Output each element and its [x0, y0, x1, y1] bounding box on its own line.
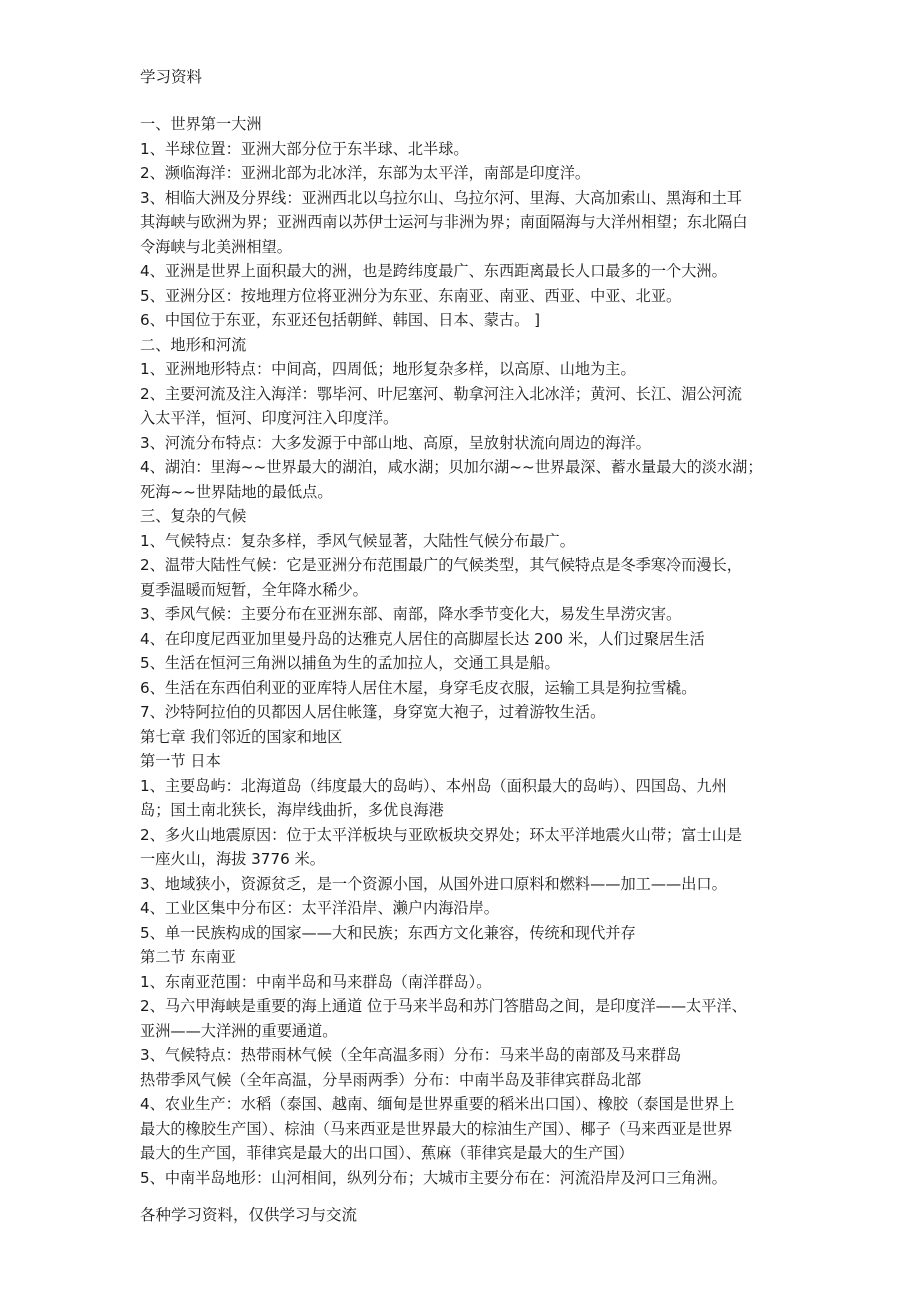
- text-line: 4、工业区集中分布区：太平洋沿岸、濑户内海沿岸。: [140, 899, 499, 917]
- text-line: 6、生活在东西伯利亚的亚库特人居住木屋，身穿毛皮衣服，运输工具是狗拉雪橇。: [140, 678, 697, 697]
- text-line: 其海峡与欧洲为界；亚洲西南以苏伊士运河与非洲为界；南面隔海与大洋州相望；东北隔白: [140, 213, 748, 231]
- text-line: 2、马六甲海峡是重要的海上通道 位于马来半岛和苏门答腊岛之间，是印度洋——太平洋、: [140, 997, 747, 1015]
- text-line: 5、单一民族构成的国家——大和民族；东西方文化兼容，传统和现代并存: [140, 923, 636, 942]
- text-line: 4、湖泊：里海~~世界最大的湖泊，咸水湖；贝加尔湖~~世界最深、蓄水量最大的淡水湖；: [140, 458, 763, 476]
- text-line: 1、东南亚范围：中南半岛和马来群岛（南洋群岛）。: [140, 972, 492, 991]
- text-line: 三、复杂的气候: [140, 507, 247, 525]
- text-line: 热带季风气候（全年高温，分旱雨两季）分布：中南半岛及菲律宾群岛北部: [140, 1070, 642, 1089]
- text-line: 夏季温暖而短暂，全年降水稀少。: [140, 580, 368, 599]
- text-line: 1、气候特点：复杂多样，季风气候显著，大陆性气候分布最广。: [140, 531, 575, 550]
- text-line: 7、沙特阿拉伯的贝都因人居住帐篷，身穿宽大袍子，过着游牧生活。: [140, 703, 606, 721]
- text-line: 3、地域狭小，资源贫乏，是一个资源小国，从国外进口原料和燃料——加工——出口。: [140, 874, 727, 893]
- text-line: 1、主要岛屿：北海道岛（纬度最大的岛屿）、本州岛（面积最大的岛屿）、四国岛、九州: [140, 776, 727, 795]
- text-line: 一、世界第一大洲: [140, 115, 262, 133]
- text-line: 3、相临大洲及分界线：亚洲西北以乌拉尔山、乌拉尔河、里海、大高加索山、黑海和土耳: [140, 188, 742, 207]
- text-line: 最大的生产国，菲律宾是最大的出口国）、蕉麻（菲律宾是最大的生产国）: [140, 1144, 634, 1162]
- text-line: 3、季风气候：主要分布在亚洲东部、南部，降水季节变化大，易发生旱涝灾害。: [140, 605, 682, 623]
- text-line: 死海~~世界陆地的最低点。: [140, 482, 333, 501]
- text-line: 岛；国土南北狭长，海岸线曲折，多优良海港: [140, 801, 444, 819]
- text-line: 亚洲——大洋洲的重要通道。: [140, 1021, 338, 1040]
- text-line: 2、温带大陆性气候：它是亚洲分布范围最广的气候类型，其气候特点是冬季寒冷而漫长，: [140, 556, 742, 574]
- text-line: 5、生活在恒河三角洲以捕鱼为生的孟加拉人，交通工具是船。: [140, 654, 560, 672]
- text-line: 5、中南半岛地形：山河相间，纵列分布；大城市主要分布在：河流沿岸及河口三角洲。: [140, 1168, 727, 1187]
- page-header: 学习资料: [140, 68, 203, 86]
- text-line: 第二节 东南亚: [140, 948, 236, 966]
- text-line: 1、亚洲地形特点：中间高，四周低；地形复杂多样，以高原、山地为主。: [140, 360, 636, 378]
- text-line: 5、亚洲分区：按地理方位将亚洲分为东亚、东南亚、南亚、西亚、中亚、北亚。: [140, 286, 682, 305]
- document-body: [140, 112, 782, 1190]
- text-line: 入太平洋，恒河、印度河注入印度洋。: [140, 409, 399, 427]
- text-line: 4、农业生产：水稻（泰国、越南、缅甸是世界重要的稻米出口国）、橡胶（泰国是世界上: [140, 1095, 735, 1113]
- text-line: 2、主要河流及注入海洋：鄂毕河、叶尼塞河、勒拿河注入北冰洋；黄河、长江、湄公河流: [140, 384, 742, 403]
- text-line: 1、半球位置：亚洲大部分位于东半球、北半球。: [140, 139, 469, 158]
- text-line: 第七章 我们邻近的国家和地区: [140, 727, 343, 746]
- text-line: 6、中国位于东亚，东亚还包括朝鲜、韩国、日本、蒙古。 ]: [140, 311, 541, 329]
- page-footer: 各种学习资料，仅供学习与交流: [140, 1206, 358, 1224]
- text-line: 4、在印度尼西亚加里曼丹岛的达雅克人居住的高脚屋长达 200 米，人们过聚居生活: [140, 629, 705, 648]
- text-line: 3、气候特点：热带雨林气候（全年高温多雨）分布：马来半岛的南部及马来群岛: [140, 1046, 682, 1064]
- text-line: 3、河流分布特点：大多发源于中部山地、高原，呈放射状流向周边的海洋。: [140, 433, 651, 452]
- text-line: 令海峡与北美洲相望。: [140, 237, 292, 256]
- text-line: 最大的橡胶生产国）、棕油（马来西亚是世界最大的棕油生产国）、椰子（马来西亚是世界: [140, 1119, 733, 1138]
- text-line: 4、亚洲是世界上面积最大的洲，也是跨纬度最广、东西距离最长人口最多的一个大洲。: [140, 262, 727, 280]
- text-line: 二、地形和河流: [140, 335, 247, 354]
- text-line: 2、多火山地震原因：位于太平洋板块与亚欧板块交界处；环太平洋地震火山带；富士山是: [140, 825, 742, 844]
- text-line: 第一节 日本: [140, 752, 221, 770]
- text-line: 一座火山，海拔 3776 米。: [140, 850, 325, 868]
- text-line: 2、濒临海洋：亚洲北部为北冰洋，东部为太平洋，南部是印度洋。: [140, 164, 591, 182]
